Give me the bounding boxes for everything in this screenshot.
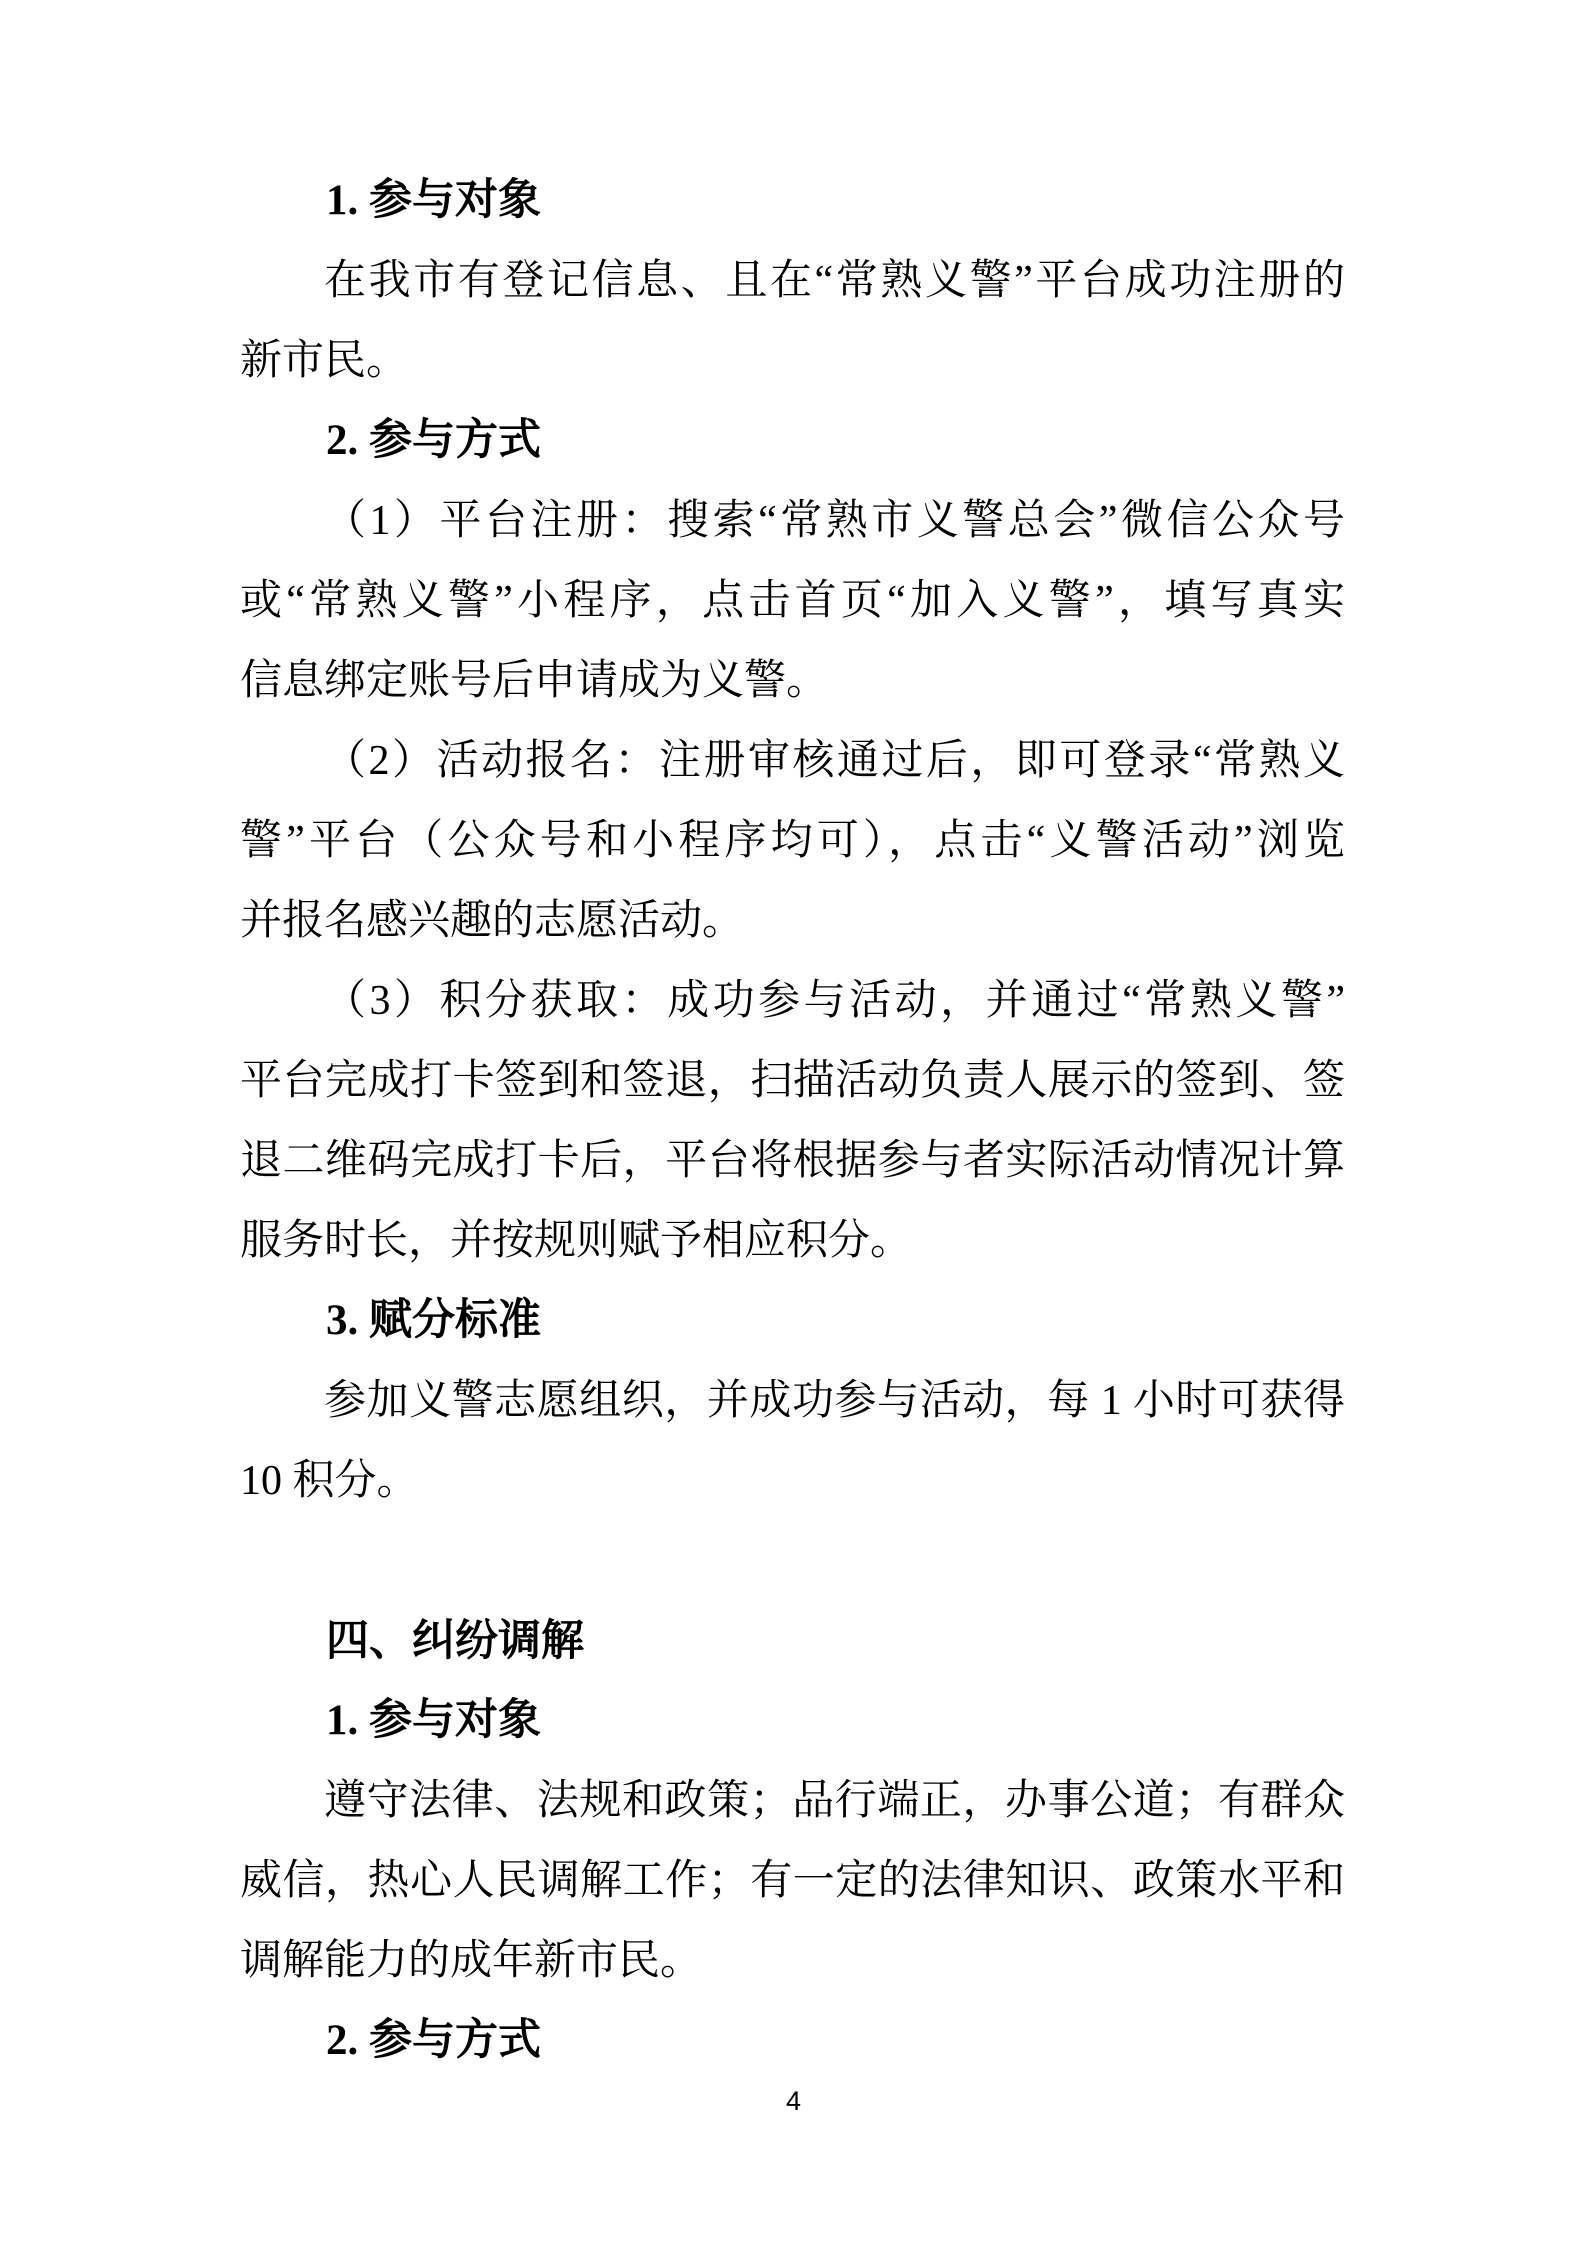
- body-text-line: 信息绑定账号后申请成为义警。: [240, 658, 829, 704]
- body-text-line: （2）活动报名：注册审核通过后，即可登录“常熟义: [324, 738, 1345, 784]
- blank-line: [240, 1521, 1345, 1601]
- body-text-line: 警”平台（公众号和小程序均可），点击“义警活动”浏览: [240, 818, 1345, 864]
- numbered-heading: 1. 参与对象: [326, 1697, 541, 1744]
- document-body: [240, 161, 1345, 2081]
- section-heading: 四、纠纷调解: [326, 1617, 584, 1665]
- body-text-line: 调解能力的成年新市民。: [240, 1938, 703, 1984]
- body-text-line: 威信，热心人民调解工作；有一定的法律知识、政策水平和: [240, 1858, 1345, 1904]
- body-text-line: 并报名感兴趣的志愿活动。: [240, 898, 745, 944]
- numbered-heading: 1. 参与对象: [326, 177, 541, 224]
- body-text-line: 新市民。: [240, 338, 409, 384]
- body-text-line: 退二维码完成打卡后，平台将根据参与者实际活动情况计算: [240, 1138, 1345, 1184]
- body-text-line: 或“常熟义警”小程序，点击首页“加入义警”，填写真实: [240, 578, 1345, 624]
- body-text-line: 参加义警志愿组织，并成功参与活动，每 1 小时可获得: [324, 1378, 1345, 1424]
- body-text-line: 遵守法律、法规和政策；品行端正，办事公道；有群众: [324, 1778, 1345, 1824]
- body-text-line: （3）积分获取：成功参与活动，并通过“常熟义警”: [324, 978, 1345, 1024]
- body-text-line: 在我市有登记信息、且在“常熟义警”平台成功注册的: [324, 258, 1345, 304]
- numbered-heading: 2. 参与方式: [326, 2017, 541, 2064]
- body-text-line: 服务时长，并按规则赋予相应积分。: [240, 1218, 913, 1264]
- body-text-line: （1）平台注册：搜索“常熟市义警总会”微信公众号: [324, 498, 1345, 544]
- page-number: 4: [785, 2086, 802, 2116]
- numbered-heading: 2. 参与方式: [326, 417, 541, 464]
- body-text-line: 10 积分。: [240, 1458, 419, 1504]
- numbered-heading: 3. 赋分标准: [326, 1297, 541, 1344]
- body-text-line: 平台完成打卡签到和签退，扫描活动负责人展示的签到、签: [240, 1058, 1345, 1104]
